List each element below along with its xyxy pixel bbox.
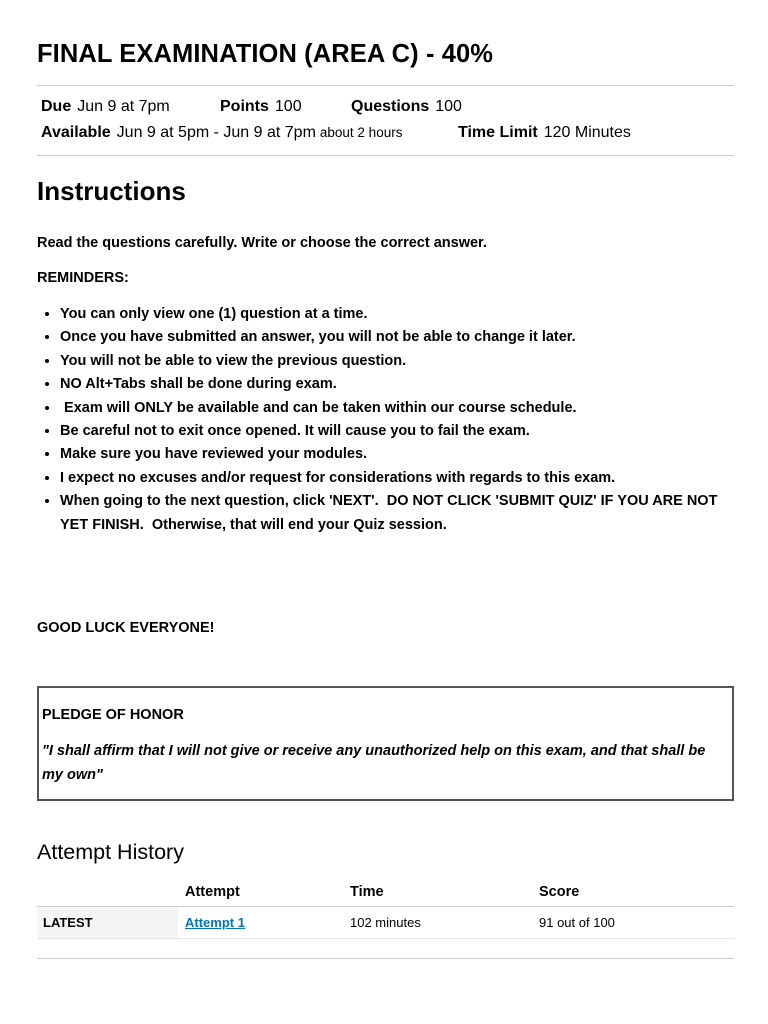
available-value: Jun 9 at 5pm - Jun 9 at 7pm (116, 124, 316, 141)
attempt-time: 102 minutes (350, 915, 421, 930)
available-label: Available (41, 124, 111, 141)
reminder-item: • Be careful not to exit once opened. It will cause you to fail the exam. (60, 420, 740, 443)
reminder-item: • You can only view one (1) question at a time. (60, 303, 740, 326)
instructions-intro: Read the questions carefully. Write or choose the correct answer. (37, 235, 487, 251)
table-bottom-divider (37, 958, 734, 959)
pledge-box (37, 686, 734, 801)
available-meta (41, 124, 402, 142)
points-label: Points (220, 98, 269, 115)
questions-label: Questions (351, 98, 430, 115)
reminders-heading: REMINDERS: (37, 270, 129, 286)
reminder-item: • Exam will ONLY be available and can be taken within our course schedule. (60, 397, 740, 420)
reminder-item: • Once you have submitted an answer, you will not be able to change it later. (60, 326, 740, 349)
column-header-score: Score (539, 884, 580, 900)
reminder-item: • I expect no excuses and/or request for considerations with regards to this exam. (60, 467, 740, 490)
pledge-text: "I shall affirm that I will not give or receive any unauthorized help on this exam, and that shall be my own" (42, 743, 706, 783)
attempt-history-heading: Attempt History (37, 840, 184, 864)
header-divider (37, 85, 734, 86)
instructions-heading: Instructions (37, 176, 186, 206)
attempt-1-link[interactable]: Attempt 1 (185, 915, 245, 930)
points-meta (220, 98, 302, 116)
attempt-link-cell (185, 915, 245, 930)
questions-value: 100 (435, 98, 462, 115)
column-header-time: Time (350, 884, 384, 900)
reminders-list (37, 303, 740, 537)
due-meta (41, 98, 170, 116)
latest-label: LATEST (43, 915, 93, 930)
column-header-attempt: Attempt (185, 884, 240, 900)
quiz-title: FINAL EXAMINATION (AREA C) - 40% (37, 40, 494, 68)
reminder-item: • You will not be able to view the previous question. (60, 350, 740, 373)
reminder-item: • Make sure you have reviewed your modules. (60, 443, 740, 466)
time-limit-meta (458, 124, 631, 142)
questions-meta (351, 98, 462, 116)
points-value: 100 (274, 98, 302, 115)
available-duration: about 2 hours (319, 125, 403, 140)
reminder-item: • NO Alt+Tabs shall be done during exam. (60, 373, 740, 396)
time-limit-value: 120 Minutes (543, 124, 631, 141)
table-row-divider (37, 938, 734, 939)
closing-message: GOOD LUCK EVERYONE! (37, 620, 215, 636)
time-limit-label: Time Limit (458, 124, 538, 141)
meta-divider (37, 155, 734, 156)
attempt-score: 91 out of 100 (539, 915, 615, 930)
due-value: Jun 9 at 7pm (77, 98, 170, 115)
pledge-title: PLEDGE OF HONOR (42, 707, 184, 723)
reminder-item: • When going to the next question, click 'NEXT'. DO NOT CLICK 'SUBMIT QUIZ' IF YOU ARE NOT YET FINISH. Otherwise, that will end your Quiz session. (60, 490, 740, 537)
due-label: Due (41, 98, 72, 115)
